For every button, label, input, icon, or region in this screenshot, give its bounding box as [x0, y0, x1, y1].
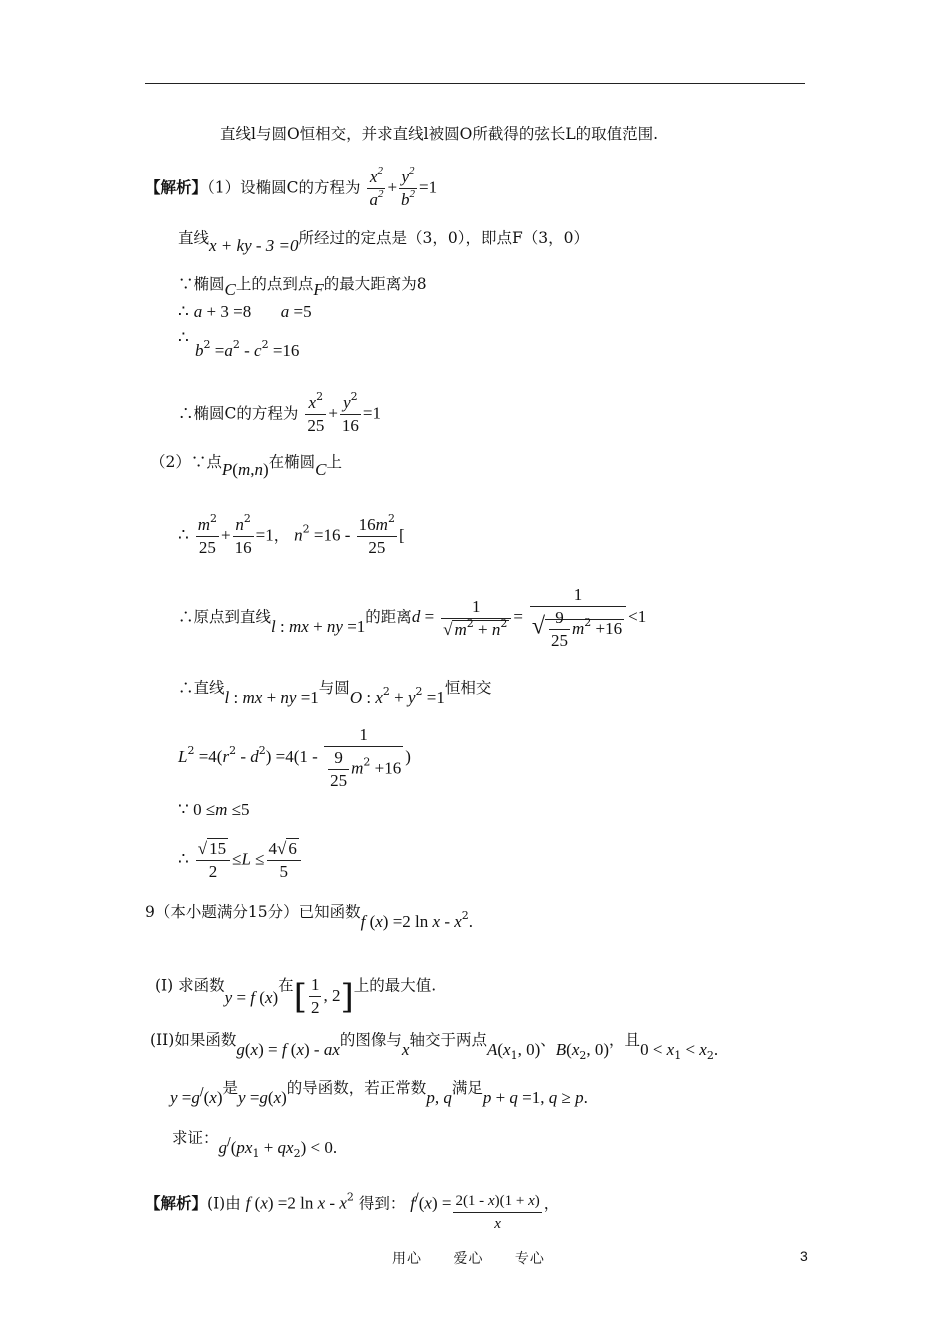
line-ellipse-equation: ∴椭圆C的方程为 $\frac{x^2}{25}$ + $\frac{y^2}{16}$ =1	[178, 390, 381, 435]
fraction: $\frac{4√ 6}{5}$	[267, 838, 301, 883]
fraction: $\frac{1}{√ m^2 + n^2}$	[441, 596, 511, 641]
fraction: $\frac{x^2}{a^2}$	[369, 165, 384, 209]
text: (II)如果函数	[150, 1031, 237, 1049]
text: 恒相交	[444, 679, 492, 697]
text: (I) 求函数	[155, 976, 225, 995]
line-intersect: ∴直线l : mx + ny =1与圆O : $x^2 + y^2 =1$恒相交	[178, 679, 492, 707]
text: 9（本小题满分15分）已知函数	[145, 903, 361, 921]
text: 上	[326, 453, 343, 471]
fraction: $\frac{n^2}{16}$	[234, 512, 252, 557]
fraction: $\frac{1}{2}$	[310, 975, 320, 1017]
line-fixed-point: 直线x + ky - 3 =0所经过的定点是（3，0），即点F（3，0）	[178, 229, 589, 255]
line-m-range: ∵ 0 ≤m ≤5	[178, 800, 250, 819]
solution-label: 【解析】	[145, 1193, 208, 1213]
solution-1-heading: 【解析】（1）设椭圆C的方程为 $\frac{x^2}{a^2}$ + $\frac{y^2}{b^2}$ =1	[145, 165, 438, 209]
line-l-range: ∴ $\frac{√ 15}{2}$ ≤L ≤ $\frac{4√ 6}{5}$	[178, 838, 303, 883]
header-rule	[145, 83, 805, 84]
question-part-2: (II)如果函数g(x) = f (x) - ax的图像与x轴交于两点$A(x_1$, 0)、$B(x_2$, 0)，且$0 < x_1 < x_2$.	[150, 1031, 719, 1062]
text: 在椭圆	[268, 453, 316, 471]
text: (Ⅰ)由	[207, 1194, 241, 1213]
line-part-2: （2）∵点P(m,n)在椭圆C上	[150, 453, 343, 479]
solution-label: 【解析】	[145, 177, 208, 197]
text: 所经过的定点是（3，0），即点F（3，0）	[298, 229, 589, 247]
text: 在	[278, 976, 294, 995]
text: 轴交于两点	[409, 1031, 487, 1049]
text: 直线	[178, 229, 210, 247]
page-number: 3	[800, 1248, 808, 1264]
footer-text-1: 用心	[392, 1251, 422, 1267]
line-max-distance: ∵椭圆C上的点到点F的最大距离为8	[178, 275, 427, 299]
fraction: $\frac{y^2}{16}$	[341, 390, 359, 435]
line-chord-squared: $L^2 =4(r^2 - d^2) =4(1$ - 1 $\frac{9}{25}$ $m^2 +16$ )	[178, 725, 411, 790]
text: 得到：	[358, 1194, 406, 1213]
text: 满足	[451, 1079, 483, 1097]
text: 上的最大值.	[353, 976, 437, 995]
text: 的距离	[365, 608, 412, 626]
text: 求证：	[172, 1129, 219, 1147]
line-distance: ∴原点到直线l : mx + ny =1的距离d = $\frac{1}{√ m^2 + n^2}$ = 1 √ $\frac{9}{25}$ $m^2 +16$ <1	[178, 585, 647, 650]
text: ，	[543, 1194, 560, 1213]
text: 的最大距离为8	[323, 275, 427, 293]
text: 的图像与	[339, 1031, 402, 1049]
fraction: 1 √ $\frac{9}{25}$ $m^2 +16$	[530, 584, 626, 652]
question-part-2-continued: y =g/(x)是y =g(x)的导函数，若正常数p, q满足p + q =1, q ≥ p.	[170, 1079, 588, 1107]
text: （1）设椭圆C的方程为	[207, 178, 361, 197]
text: 、	[540, 1031, 556, 1049]
fraction: $\frac{2(1 - x)(1 + x)}{x}$	[453, 1190, 541, 1235]
line-b-value: $b^2 =a^2 - c^2 =16$	[195, 338, 300, 360]
fraction: $\frac{y^2}{b^2}$	[401, 165, 416, 209]
footer	[392, 1248, 571, 1268]
text: ，且	[609, 1031, 641, 1049]
solution-part-1: 【解析】(Ⅰ)由 f (x) =2 ln x - $x^2$ 得到： f/(x) = $\frac{2(1 - x)(1 + x)}{x}$ ，	[145, 1182, 559, 1227]
line-1	[220, 124, 658, 144]
fraction: $\frac{m^2}{25}$	[197, 512, 218, 557]
footer-text-3: 专心	[514, 1251, 545, 1267]
therefore-symbol: ∴	[178, 328, 189, 347]
fraction: $\frac{16m^2}{25}$	[358, 512, 395, 557]
text: 是	[222, 1079, 239, 1097]
text: ∵椭圆	[178, 275, 225, 293]
text: ∴原点到直线	[178, 608, 272, 626]
question-9: 9（本小题满分15分）已知函数f (x) =2 ln x - $x^2$.	[145, 903, 474, 931]
fraction: $\frac{√ 15}{2}$	[196, 838, 230, 883]
text-line-1: 直线l与圆O恒相交，并求直线l被圆O所截得的弦长L的取值范围.	[220, 125, 659, 143]
text: 与圆	[318, 679, 350, 697]
footer-text-2: 爱心	[453, 1251, 484, 1267]
text: ∴直线	[178, 679, 225, 697]
proof-statement: 求证：$g^/(px_1 + qx_2) < 0$.	[172, 1129, 338, 1160]
line-a-value: ∴ a + 3 =8 a =5	[178, 302, 312, 321]
text: 的导函数，若正常数	[286, 1079, 427, 1097]
question-part-1: (I) 求函数y = f (x)在[ $\frac{1}{2}$ , 2]上的最大值.	[155, 975, 437, 1017]
text: （2）∵点	[150, 453, 222, 471]
text: 上的点到点	[235, 275, 314, 293]
line-n-squared: ∴ $\frac{m^2}{25}$ + $\frac{n^2}{16}$ =1， $n^2 =16$ - $\frac{16m^2}{25}$ [	[178, 512, 405, 557]
text: ∴椭圆C的方程为	[178, 404, 299, 423]
fraction: 1 $\frac{9}{25}$ $m^2 +16$	[324, 724, 403, 792]
fraction: $\frac{x^2}{25}$	[307, 390, 325, 435]
